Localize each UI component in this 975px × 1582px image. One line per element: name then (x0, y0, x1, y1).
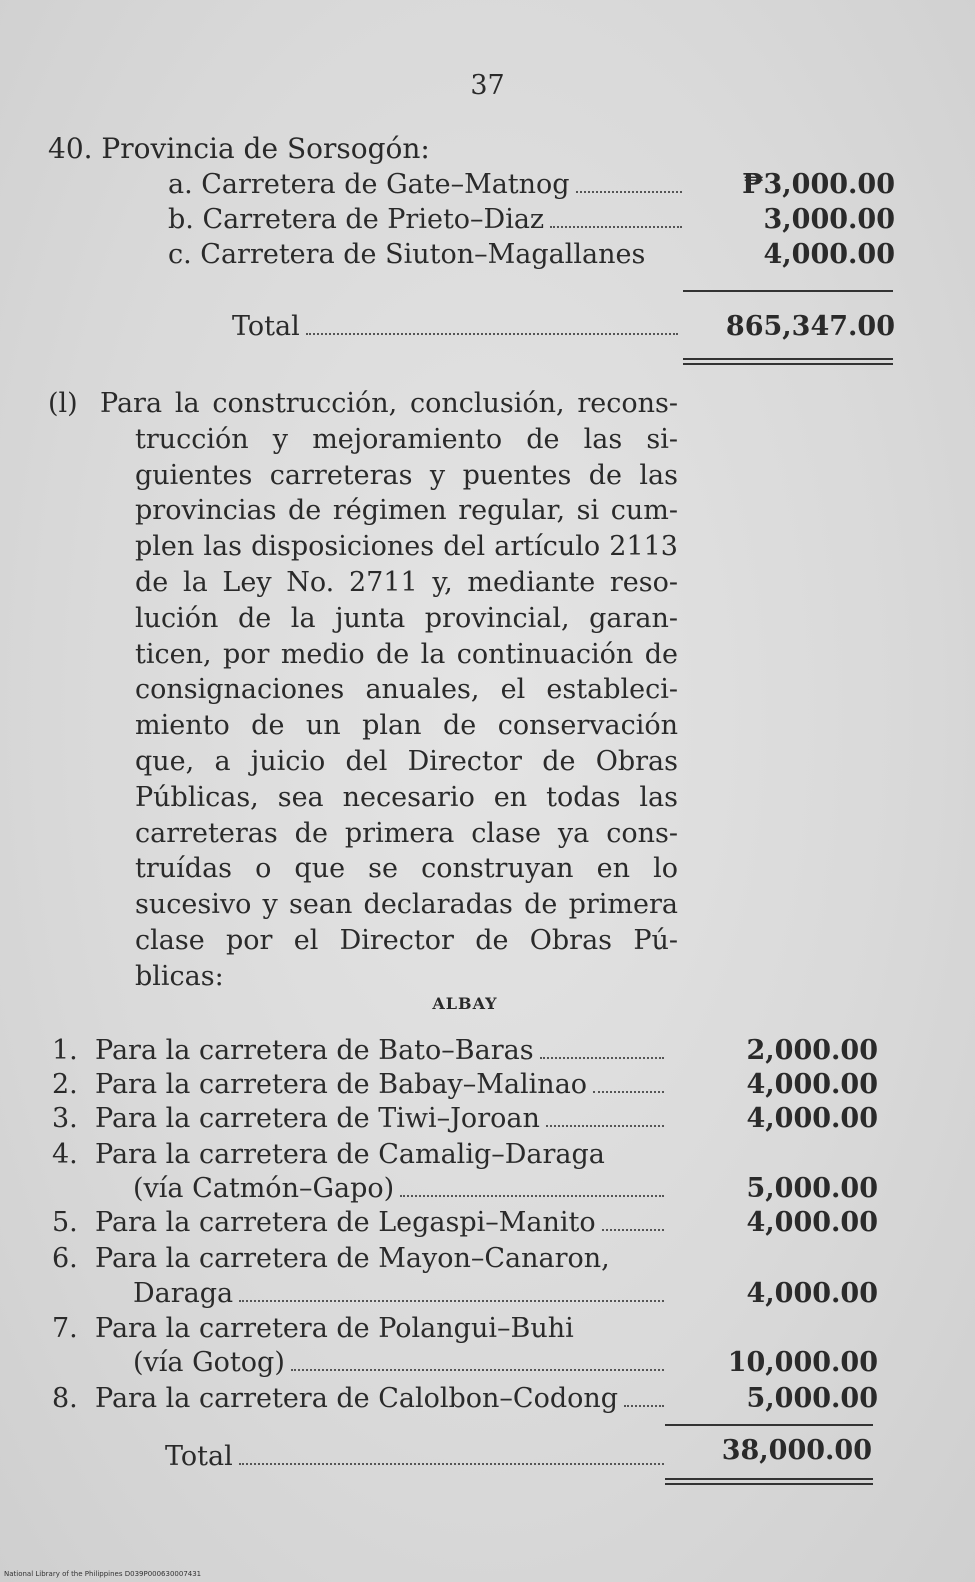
total-amount: 38,000.00 (721, 1435, 872, 1466)
dot-leader (546, 1125, 664, 1127)
dot-leader (576, 191, 682, 193)
item-label: Para la carretera de Camalig–Daraga (95, 1139, 605, 1170)
item-amount: 4,000.00 (746, 1103, 878, 1134)
paragraph-label: (l) (48, 388, 78, 419)
list-item (95, 1382, 670, 1416)
item-amount: ₱3,000.00 (742, 169, 895, 200)
library-footer: National Library of the Philippines D039P000630007431 (4, 1570, 202, 1578)
dot-leader (291, 1369, 664, 1371)
list-item (95, 1206, 670, 1240)
total-row (165, 1440, 670, 1474)
paragraph-line: trucción y mejoramiento de las si- (135, 423, 678, 455)
item-number: 8. (52, 1383, 78, 1414)
page-number: 37 (470, 70, 505, 101)
list-item (168, 203, 688, 237)
list-item-continuation (133, 1346, 670, 1380)
paragraph-line: ticen, por medio de la continuación de (135, 638, 678, 670)
list-item (95, 1242, 670, 1276)
dot-leader (550, 226, 682, 228)
item-number: 3. (52, 1103, 78, 1134)
item-amount: 4,000.00 (746, 1207, 878, 1238)
item-number: 1. (52, 1035, 78, 1066)
item-label: Para la carretera de Bato–Baras (95, 1035, 534, 1066)
dot-leader (602, 1229, 664, 1231)
dot-leader (306, 333, 678, 335)
list-item-continuation (133, 1277, 670, 1311)
list-item (168, 238, 688, 272)
list-item (95, 1068, 670, 1102)
paragraph-line: de la Ley No. 2711 y, mediante reso- (135, 566, 678, 598)
item-label: (vía Gotog) (133, 1347, 285, 1378)
item-amount: 3,000.00 (763, 204, 895, 235)
paragraph-line: truídas o que se construyan en lo (135, 853, 678, 885)
item-label: b. Carretera de Prieto–Diaz (168, 204, 545, 235)
item-label: Para la carretera de Legaspi–Manito (95, 1207, 596, 1238)
dot-leader (540, 1057, 664, 1059)
list-item (95, 1034, 670, 1068)
total-label: Total (165, 1441, 233, 1472)
dot-leader (239, 1463, 664, 1465)
item-label: (vía Catmón–Gapo) (133, 1173, 395, 1204)
list-item (95, 1312, 670, 1346)
albay-heading: ALBAY (432, 994, 498, 1013)
item-number: 5. (52, 1207, 78, 1238)
paragraph-line: plen las disposiciones del artículo 2113 (135, 531, 678, 563)
item-label: c. Carretera de Siuton–Magallanes (168, 239, 646, 270)
dot-leader (400, 1195, 664, 1197)
paragraph-line: que, a juicio del Director de Obras (135, 745, 678, 777)
dot-leader (593, 1091, 664, 1093)
dot-leader (624, 1405, 664, 1407)
item-amount: 10,000.00 (727, 1347, 878, 1378)
paragraph-line: guientes carreteras y puentes de las (135, 459, 678, 491)
paragraph-line: carreteras de primera clase ya cons- (135, 817, 678, 849)
item-amount: 4,000.00 (746, 1278, 878, 1309)
section-title: 40. Provincia de Sorsogón: (48, 132, 430, 165)
item-number: 4. (52, 1139, 78, 1170)
list-item (95, 1102, 670, 1136)
item-number: 2. (52, 1069, 78, 1100)
paragraph-line: blicas: (135, 960, 224, 992)
item-label: Daraga (133, 1278, 234, 1309)
total-amount: 865,347.00 (725, 311, 895, 342)
item-amount: 4,000.00 (746, 1069, 878, 1100)
item-label: Para la carretera de Polangui–Buhi (95, 1313, 574, 1344)
total-double-rule (665, 1478, 873, 1485)
list-item (95, 1138, 670, 1172)
total-label: Total (232, 311, 300, 342)
paragraph-line: consignaciones anuales, el estableci- (135, 674, 678, 706)
paragraph-line: Para la construcción, conclusión, recons- (100, 388, 678, 419)
item-label: Para la carretera de Calolbon–Codong (95, 1383, 619, 1414)
paragraph-line: clase por el Director de Obras Pú- (135, 924, 678, 956)
paragraph-l (48, 386, 678, 995)
item-label: a. Carretera de Gate–Matnog (168, 169, 570, 200)
item-amount: 5,000.00 (746, 1173, 878, 1204)
subtotal-rule (683, 290, 893, 292)
item-label: Para la carretera de Tiwi–Joroan (95, 1103, 540, 1134)
paragraph-line: Públicas, sea necesario en todas las (135, 781, 678, 813)
item-number: 7. (52, 1313, 78, 1344)
total-double-rule (683, 358, 893, 365)
paragraph-line: miento de un plan de conservación (135, 710, 678, 742)
paragraph-line: sucesivo y sean declaradas de primera (135, 889, 678, 921)
item-number: 6. (52, 1243, 78, 1274)
paragraph-line: lución de la junta provincial, garan- (135, 602, 678, 634)
item-amount: 4,000.00 (763, 239, 895, 270)
subtotal-rule (665, 1424, 873, 1426)
item-label: Para la carretera de Mayon–Canaron, (95, 1243, 610, 1274)
total-row (232, 310, 684, 344)
paragraph-line: provincias de régimen regular, si cum- (135, 495, 678, 527)
item-label: Para la carretera de Babay–Malinao (95, 1069, 588, 1100)
item-amount: 2,000.00 (746, 1035, 878, 1066)
list-item-continuation (133, 1172, 670, 1206)
item-amount: 5,000.00 (746, 1383, 878, 1414)
dot-leader (239, 1300, 664, 1302)
list-item (168, 168, 688, 202)
